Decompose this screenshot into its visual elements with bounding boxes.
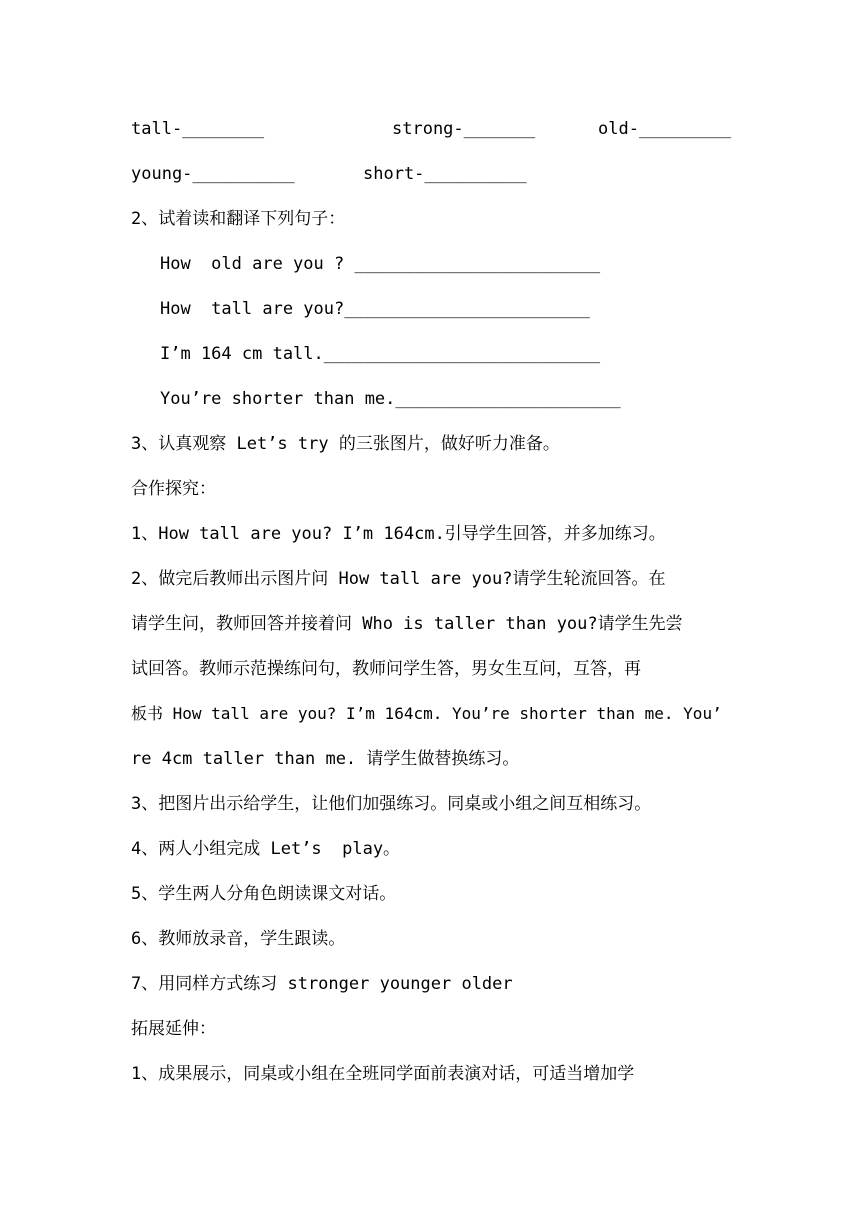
vocab-strong: strong-_______ bbox=[392, 119, 536, 139]
vocab-young: young-__________ bbox=[131, 164, 295, 184]
coop-step-2-line-3: 试回答。教师示范操练问句，教师问学生答，男女生互问，互答，再 bbox=[131, 659, 641, 679]
vocab-row-2 bbox=[131, 161, 731, 187]
sentence-shorter: You’re shorter than me.______________________ bbox=[160, 389, 621, 409]
sentence-how-old: How old are you ? ________________________ bbox=[160, 254, 601, 274]
vocab-short: short-__________ bbox=[363, 164, 527, 184]
coop-step-2-line-5: re 4cm taller than me. 请学生做替换练习。 bbox=[131, 749, 520, 769]
section-heading-cooperation: 合作探究： bbox=[131, 479, 216, 499]
question-3-heading: 3、认真观察 Let’s try 的三张图片，做好听力准备。 bbox=[131, 434, 560, 454]
coop-step-1: 1、How tall are you? I’m 164cm.引导学生回答，并多加练习。 bbox=[131, 524, 666, 544]
coop-step-5: 5、学生两人分角色朗读课文对话。 bbox=[131, 884, 397, 904]
coop-step-3: 3、把图片出示给学生，让他们加强练习。同桌或小组之间互相练习。 bbox=[131, 794, 652, 814]
vocab-old: old-_________ bbox=[598, 119, 732, 139]
section-heading-extension: 拓展延伸： bbox=[131, 1019, 216, 1039]
vocab-tall: tall-________ bbox=[131, 119, 265, 139]
coop-step-2-line-2: 请学生问，教师回答并接着问 Who is taller than you?请学生先尝 bbox=[131, 614, 683, 634]
question-2-heading: 2、试着读和翻译下列句子： bbox=[131, 209, 346, 229]
coop-step-2-line-1: 2、做完后教师出示图片问 How tall are you?请学生轮流回答。在 bbox=[131, 569, 666, 589]
extension-step-1: 1、成果展示，同桌或小组在全班同学面前表演对话，可适当增加学 bbox=[131, 1064, 635, 1084]
sentence-how-tall: How tall are you?________________________ bbox=[160, 299, 590, 319]
coop-step-4: 4、两人小组完成 Let’s play。 bbox=[131, 839, 401, 859]
coop-step-2-line-4: 板书 How tall are you? I’m 164cm. You’re shorter than me. You’ bbox=[131, 704, 722, 723]
sentence-164cm: I’m 164 cm tall.___________________________ bbox=[160, 344, 601, 364]
coop-step-6: 6、教师放录音，学生跟读。 bbox=[131, 929, 346, 949]
coop-step-7: 7、用同样方式练习 stronger younger older bbox=[131, 974, 513, 994]
vocab-row-1 bbox=[131, 116, 731, 142]
